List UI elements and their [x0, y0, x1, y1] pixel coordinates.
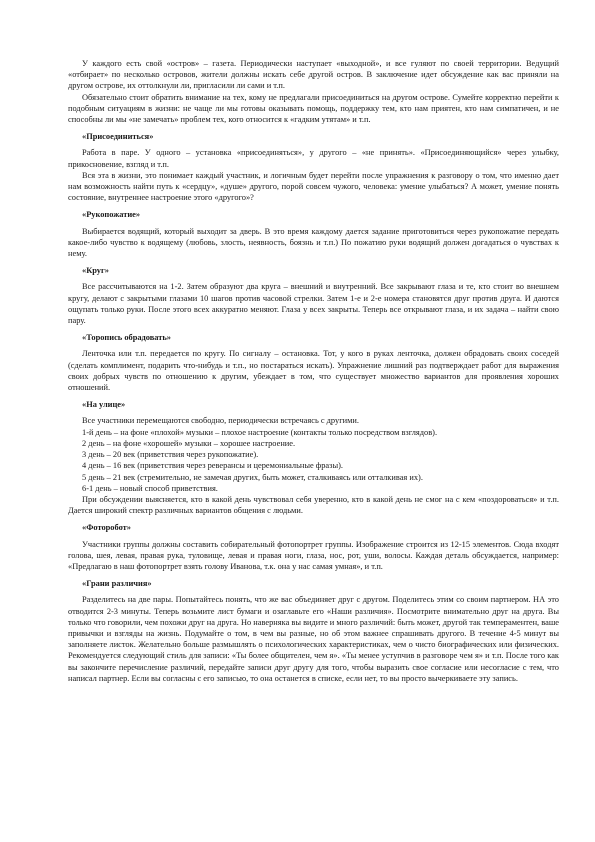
document-page [68, 58, 559, 684]
section-paragraph: Работа в паре. У одного – установка «присоединяться», у другого – «не принять». «Присоединяющийся» через улыбку, прикосновение, взгляд и т.п. [68, 148, 559, 169]
section-paragraph: Ленточка или т.п. передается по кругу. По сигналу – остановка. Тот, у кого в руках ленточка, должен обрадовать своих соседей (сделать комплимент, подарить что-нибудь и т.п., но постараться искать). Упражнение лишний раз подтверждает работ для выражения своих добрых чувств по отношению к другим, убеждает в том, что существует множество вариантов для проявления хороших отношений. [68, 349, 559, 393]
section-heading: «Присоединиться» [82, 132, 154, 142]
section-paragraph: Участники группы должны составить собирательный фотопортрет группы. Изображение строится из 12-15 элементов. Сюда входят голова, шея, левая, правая рука, туловище, левая и правая ноги, глаза, нос, рот, уши, волосы. Каждая деталь обсуждается, например: «Предлагаю в наш фотопортрет взять голову Иванова, т.к. она у нас самая умная», и т.п. [68, 539, 559, 571]
section-paragraph: Все участники перемещаются свободно, периодически встречаясь с другими. [82, 416, 359, 426]
intro-paragraph-2: Обязательно стоит обратить внимание на тех, кому не предлагали присоединиться на другом острове. Сумейте корректно перейти к подобным ситуациям в жизни: не чаще ли мы готовы оказывать помощь, поддержку тем, кто нам приятен, кто нам симпатичен, и не способны ли мы «не замечать» проблем тех, кого относится к «гадким утятам» и т.п. [68, 92, 559, 125]
day-line-6: 6-1 день – новый способ приветствия. [82, 483, 218, 493]
section-heading: «Грани различия» [82, 579, 152, 589]
section-heading: «Круг» [82, 266, 109, 276]
section-paragraph: Все рассчитываются на 1-2. Затем образуют два круга – внешний и внутренний. Все закрывают глаза и те, кто стоит во внешнем кругу, делают с закрытыми глазами 10 шагов против часовой стрелки. Затем 1-е и 2-е номера становятся друг против друга. И даются ощупать только руки. После этого всех аккуратно меняют. Глаза у всех закрыты. Теперь все открывают глаза, и их задача – найти свою пару. [68, 282, 559, 326]
section-paragraph: При обсуждении выясняется, кто в какой день чувствовал себя уверенно, кто в какой день не смог на с кем «поздороваться» и т.п. Дается широкий спектр различных вариантов общения с людьми. [68, 494, 559, 516]
section-krug [68, 265, 559, 326]
intro-paragraph-1: У каждого есть свой «остров» – газета. Периодически наступает «выходной», и все гуляют по своей территории. Ведущий «отбирает» по несколько островов, жители должны искать себе другой остров. В заключение идет обсуждение как вас приняли на другом острове, их оттолкнули ли, пригласили ли сами и т.п. [68, 59, 559, 91]
day-line-2: 2 день – на фоне «хорошей» музыки – хорошее настроение. [82, 438, 296, 448]
section-prisoedinitsya [68, 131, 559, 203]
section-heading: «Фоторобот» [82, 523, 131, 533]
day-line-5: 5 день – 21 век (стремительно, не замечая других, быть может, сталкиваясь или отталкивая их). [82, 472, 423, 482]
section-heading: «Рукопожатие» [82, 210, 141, 220]
section-heading: «Торопись обрадовать» [82, 333, 171, 343]
section-toropis-obradovat [68, 332, 559, 393]
section-fotorobot [68, 522, 559, 572]
section-rukopozhatie [68, 209, 559, 259]
section-paragraph: Вся эта в жизни, это понимает каждый участник, и логичным будет перейти после упражнения к разговору о том, что именно дает нам возможность найти путь к «сердцу», «душе» другого, порой совсем чужого, человека: умение улыбаться? А может, умение понять состояние, внутреннее настроение этого «другого»? [68, 170, 559, 203]
section-paragraph: Разделитесь на две пары. Попытайтесь понять, что же вас объединяет друг с другом. Поделитесь этим со своим партнером. НА это отводится 2-3 минуты. Теперь возьмите лист бумаги и озаглавьте его «Наши различия». Посмотрите внимательно друг на друга. Вы только что говорили, чем похожи друг на друга. Но наверняка вы видите и много различий: быть может, другой так темпераментен, ваше привычки и взгляды на жизнь. Подумайте о том, в чем вы разные, но об этом важнее спрашивать другого. В течение 4-5 минут вы заполняете листок. Желательно больше размышлять о психологических характеристиках, чем о чисто биографических или физических. Рекомендуется следующий стиль для записи: «Ты более общителен, чем я». «Ты менее уступчив в разговоре чем я» и т.п. После того как вы закончите перечисление различий, передайте записи друг другу для того, чтобы выразить свое согласие или несогласие с тем, что написал партнер. Если вы согласны с его записью, то она останется в списке, если нет, то вы просто вычеркиваете эту запись. [68, 595, 559, 683]
section-heading: «На улице» [82, 400, 126, 410]
day-line-1: 1-й день – на фоне «плохой» музыки – плохое настроение (контакты только посредством взглядов). [82, 427, 438, 437]
day-line-4: 4 день – 16 век (приветствия через реверансы и церемониальные фразы). [82, 461, 343, 471]
section-na-ulitse [68, 399, 559, 516]
section-paragraph: Выбирается водящий, который выходит за дверь. В это время каждому дается задание приготовиться через рукопожатие передать какое-либо чувство к водящему (любовь, злость, неявность, боязнь и т.п.) По пожатию руки водящий должен догадаться о чувствах к нему. [68, 226, 559, 259]
section-grani-razlichiya [68, 578, 559, 684]
day-line-3: 3 день – 20 век (приветствия через рукопожатие). [82, 450, 259, 460]
